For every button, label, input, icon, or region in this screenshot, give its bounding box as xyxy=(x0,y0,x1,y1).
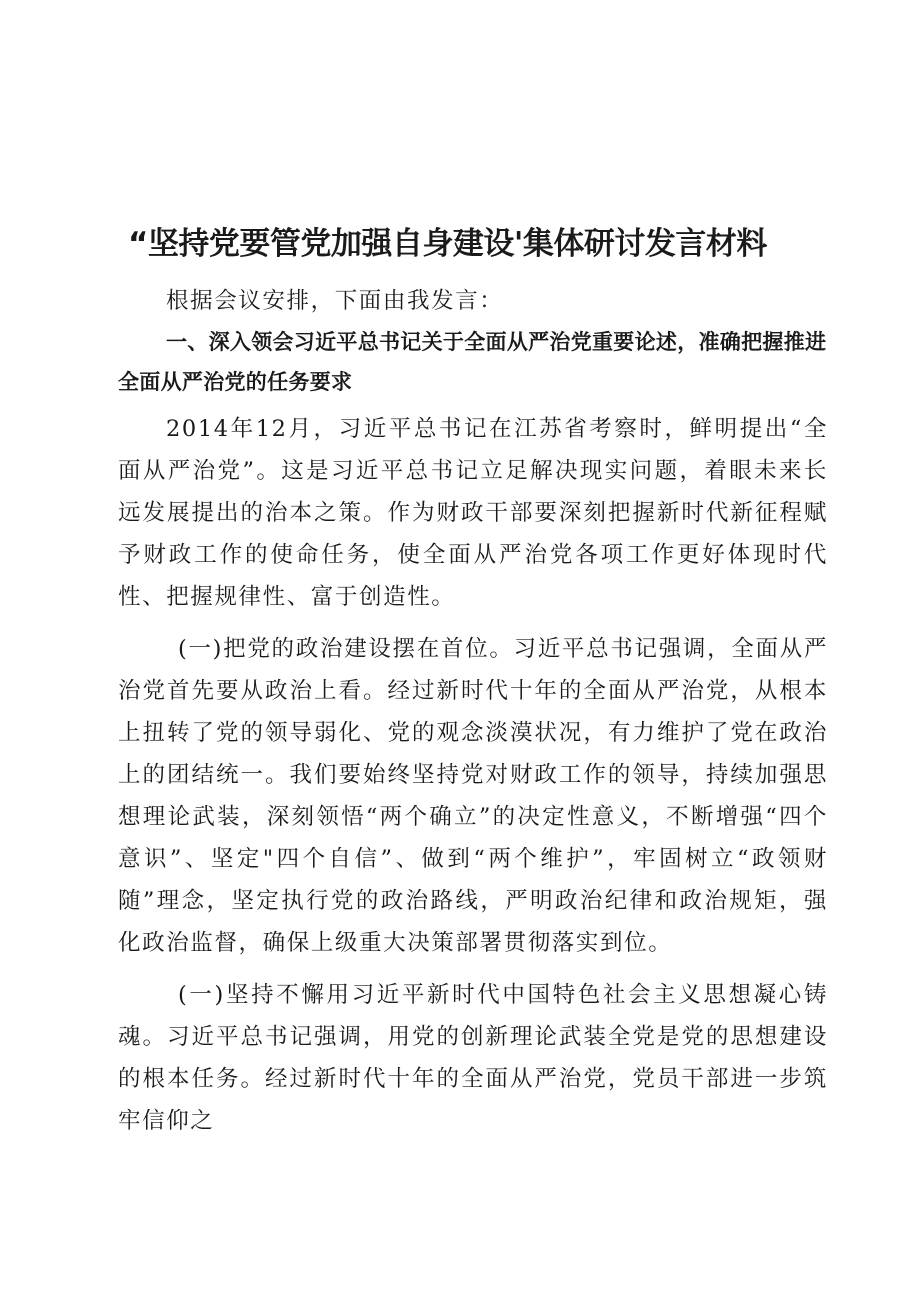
intro-paragraph: 根据会议安排，下面由我发言： xyxy=(166,288,504,314)
document-body xyxy=(118,280,828,1142)
paragraph-3: (一)坚持不懈用习近平新时代中国特色社会主义思想凝心铸魂。习近平总书记强调，用党的创新理论武装全党是党的思想建设的根本任务。经过新时代十年的全面从严治党，党员干部进一步筑牢信仰之 xyxy=(118,982,828,1134)
section-heading: 一、深入领会习近平总书记关于全面从严治党重要论述，准确把握推进全面从严治党的任务要求 xyxy=(118,330,827,394)
paragraph-1: 2014年12月，习近平总书记在江苏省考察时，鲜明提出“全面从严治党”。这是习近平总书记立足解决现实问题，着眼未来长远发展提出的治本之策。作为财政干部要深刻把握新时代新征程赋予财政工作的使命任务，使全面从严治党各项工作更好体现时代性、把握规律性、富于创造性。 xyxy=(118,416,828,610)
paragraph-2: (一)把党的政治建设摆在首位。习近平总书记强调，全面从严治党首先要从政治上看。经过新时代十年的全面从严治党，从根本上扭转了党的领导弱化、党的观念淡漠状况，有力维护了党在政治上的团结统一。我们要始终坚持党对财政工作的领导，持续加强思想理论武装，深刻领悟“两个确立”的决定性意义，不断增强“四个意识”、坚定"四个自信”、做到“两个维护”，牢固树立“政领财随”理念，坚定执行党的政治路线，严明政治纪律和政治规矩，强化政治监督，确保上级重大决策部署贯彻落实到位。 xyxy=(118,636,828,956)
document-title: “坚持党要管党加强自身建设'集体研讨发言材料 xyxy=(128,226,767,262)
